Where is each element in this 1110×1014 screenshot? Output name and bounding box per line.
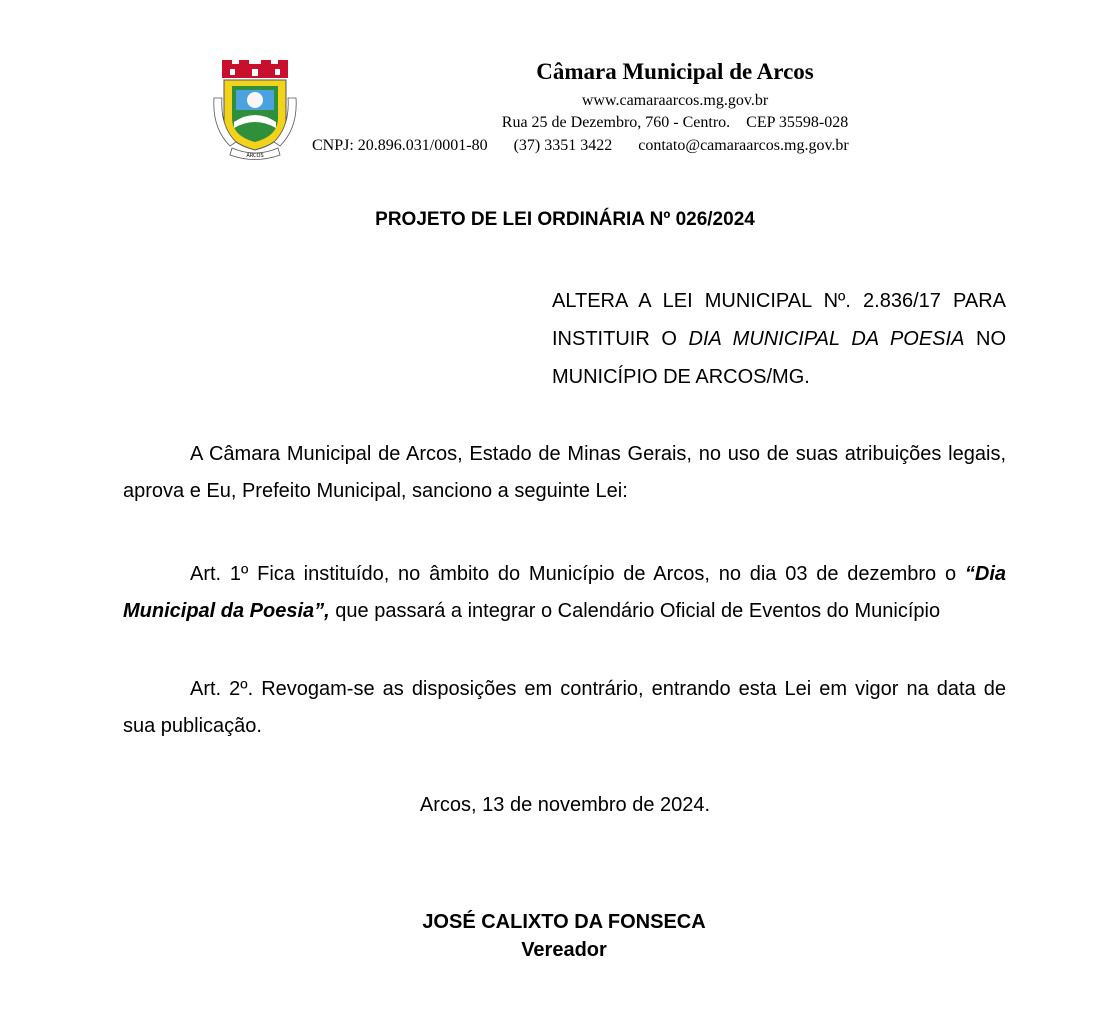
email: contato@camaraarcos.mg.gov.br [638, 137, 849, 154]
place-date: Arcos, 13 de novembro de 2024. [419, 794, 711, 816]
letterhead-text [300, 58, 940, 158]
signer-name: JOSÉ CALIXTO DA FONSECA [422, 911, 706, 933]
svg-text:ARCOS: ARCOS [246, 153, 264, 159]
cep: CEP 35598-028 [746, 114, 849, 131]
phone: (37) 3351 3422 [513, 137, 613, 154]
signer-role: Vereador [521, 939, 607, 961]
preamble: A Câmara Municipal de Arcos, Estado de Minas Gerais, no uso de suas atribuições legais, aprova e Eu, Prefeito Municipal, sanciono a seguinte Lei: [123, 443, 1006, 502]
letterhead [0, 0, 1110, 180]
article-1-emphasis: “Dia Municipal da Poesia”, [123, 563, 1006, 622]
article-1 [123, 556, 1006, 630]
contact-line [300, 134, 940, 158]
signature-block [0, 908, 1110, 964]
article-1-part1: Art. 1º Fica instituído, no âmbito do Município de Arcos, no dia 03 de dezembro o [190, 563, 965, 585]
ementa [552, 282, 1006, 396]
municipal-crest-icon [210, 58, 300, 163]
address: Rua 25 de Dezembro, 760 - Centro. [501, 114, 731, 131]
ementa-italic: DIA MUNICIPAL DA POESIA [688, 328, 965, 350]
document-title: PROJETO DE LEI ORDINÁRIA Nº 026/2024 [375, 209, 755, 230]
address-line [300, 112, 940, 134]
institution-name: Câmara Municipal de Arcos [536, 59, 814, 84]
website: www.camaraarcos.mg.gov.br [581, 92, 769, 109]
ementa-part1: ALTERA A LEI MUNICIPAL Nº. 2.836/17 PARA INSTITUIR O [552, 290, 1006, 350]
cnpj: CNPJ: 20.896.031/0001-80 [312, 137, 488, 154]
ementa-part2: NO MUNICÍPIO DE ARCOS/MG. [552, 328, 1007, 388]
article-1-part2: que passará a integrar o Calendário Oficial de Eventos do Município [329, 600, 941, 622]
article-2: Art. 2º. Revogam-se as disposições em contrário, entrando esta Lei em vigor na data de sua publicação. [123, 678, 1006, 737]
